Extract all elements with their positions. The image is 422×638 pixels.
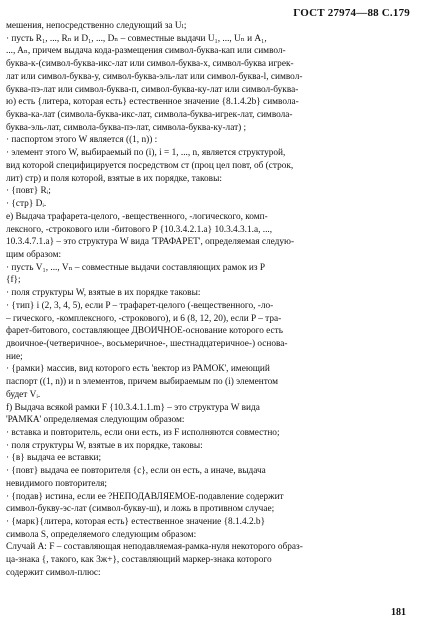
text-line: · {тип} i (2, 3, 4, 5), если P – трафарет-целого (-вещественного, -ло- [6,300,274,311]
text-line: · паспортом этого W является ((1, n)) : [6,135,158,146]
text-line: · {подав} истина, если ее ?НЕПОДАВЛЯЕМОЕ-подавление содержит [6,491,284,502]
text-line: · {марк}{литера, которая есть} естественное значение {8.1.4.2.b} [6,517,266,528]
text-line: · {повт} Rᵢ; [6,186,51,197]
text-line: мешения, непосредственно следующий за Uₗ; [6,21,187,31]
text-line: · элемент этого W, выбираемый по (i), i = 1, ..., n, является структурой, [6,148,286,159]
text-line: будет Vᵢ. [6,389,41,400]
text-line: 'РАМКА' определяемая следующим образом: [6,415,185,426]
text-line: ..., Aₙ, причем выдача кода-размещения символ-буква-кап или символ- [6,46,286,57]
page-number: 181 [391,607,406,618]
page-body [6,20,414,580]
text-line: · вставка и повторитель, если они есть, из F исполняются совместно; [6,428,280,438]
text-line: буква-эль-лат, символа-буква-пэ-лат, символа-буква-ку-лат) ; [6,122,247,133]
text-line: буква-ка-лат (символа-буква-икс-лат, символа-буква-игрек-лат, символа- [6,110,293,121]
text-line: · {стр} Dᵢ. [6,199,47,210]
text-line: · поля структуры W, взятые в их порядке таковы: [6,288,201,299]
text-line: содержит символ-плюс: [6,567,101,578]
text-line: ца-знака {, такого, как 3ж+}, составляющий маркер-знака которого [6,555,272,566]
text-line: ю) есть {литера, которая есть} естественное значение {8.1.4.2b} символа- [6,97,299,108]
text-line: f) Выдача всякой рамки F {10.3.4.1.1.m} – это структура W вида [6,402,260,413]
text-line: буква-пэ-лат или символ-буква-п, символ-буква-ку-лат или символ-буква- [6,84,299,95]
text-line: ние; [6,351,23,362]
text-line: лексного, -строкового или -битового P {10.3.4.2.1.a} 10.3.4.3.1.a, ..., [6,224,273,235]
text-line: · пусть R₁, ..., Rₙ и D₁, ..., Dₙ – совместные выдачи U₁, ..., Uₙ и A₁, [6,33,267,44]
text-line: – гического, -комплексного, -строкового), и 6 (8, 12, 20), если P – тра- [6,313,282,324]
text-line: символа S, определяемого следующим образом: [6,529,197,540]
text-line: щим образом: [6,249,62,260]
text-line: символ-букву-эс-лат (символ-букву-ш), и ложь в противном случае; [6,504,275,515]
text-line: фарет-битового, составляющее ДВОИЧНОЕ-основание которого есть [6,326,283,337]
page-header: ГОСТ 27974—88 С.179 [293,7,410,19]
text-line: · {рамки} массив, вид которого есть 'вектор из РАМОК', имеющий [6,364,270,375]
text-line: буква-к-(символ-буква-икс-лат или символ-буква-х, символ-буква игрек- [6,59,294,70]
text-line: · поля структуры W, взятые в их порядке, таковы: [6,440,203,451]
text-line: {f}; [6,275,21,286]
text-line: 10.3.4.7.1.a} – это структура W вида 'ТРАФАРЕТ', определяемая следую- [6,237,295,248]
text-line: · {повт} выдача ее повторителя {c}, если он есть, а иначе, выдача [6,466,266,477]
text-line: Случай А: F – составляющая неподавляемая-рамка-нуля некоторого образ- [6,542,303,553]
text-line: · {в} выдача ее вставки; [6,453,102,464]
text-line: невидимого повторителя; [6,478,107,489]
text-line: двоичное-(четверичное-, восьмеричное-, шестнадцатеричное-) основа- [6,338,288,349]
text-line: лат или символ-буква-у, символ-буква-эль-лат или символ-буква-l, символ- [6,71,303,82]
text-line: е) Выдача трафарета-целого, -вещественного, -логического, комп- [6,211,268,222]
text-line: паспорт ((1, n)) и n элементов, причем выбираемым по (i) элементом [6,377,278,388]
text-line: · пусть V₁, ..., Vₙ – совместные выдачи составляющих рамок из P [6,262,266,273]
text-line: лит) стр) и поля которой, взятые в их порядке, таковы: [6,173,222,184]
text-line: вид которой специфицируется посредством ст (проц цел повт, об (строк, [6,160,294,171]
